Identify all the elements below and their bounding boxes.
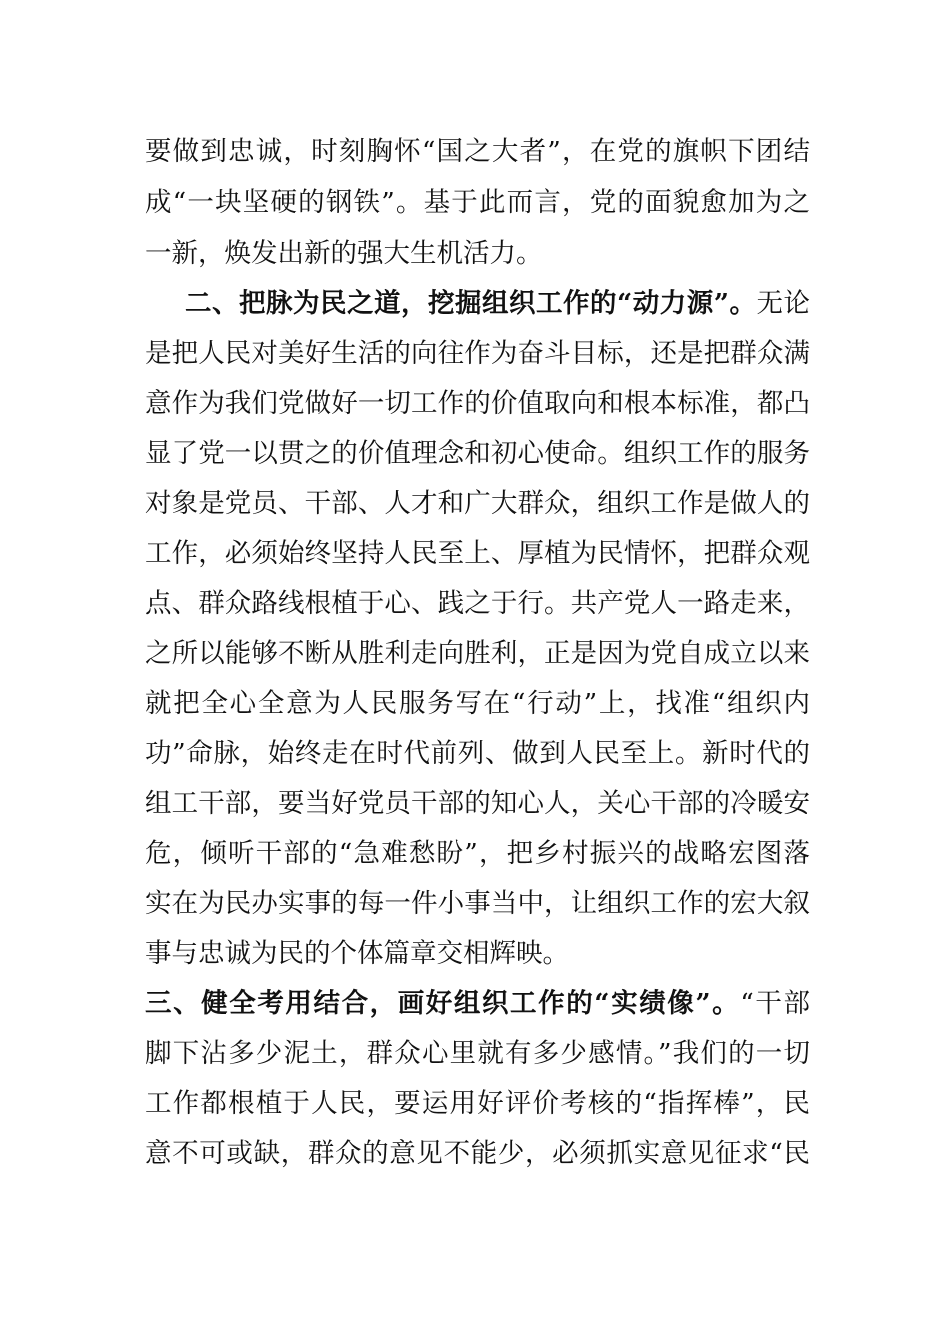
paragraph-text: “干部	[740, 988, 810, 1019]
paragraph-line: 实在为民办实事的每一件小事当中，让组织工作的宏大叙	[145, 888, 810, 919]
paragraph-line: 要做到忠诚，时刻胸怀“国之大者”，在党的旗帜下团结	[145, 136, 810, 167]
paragraph-text: 无论	[756, 288, 810, 319]
paragraph-line: 就把全心全意为人民服务写在“行动”上，找准“组织内	[145, 688, 810, 719]
paragraph-line: 意作为我们党做好一切工作的价值取向和根本标准，都凸	[145, 388, 810, 419]
section-heading-line	[145, 279, 810, 329]
paragraph-line: 组工干部，要当好党员干部的知心人，关心干部的冷暖安	[145, 788, 810, 819]
paragraph-line: 对象是党员、干部、人才和广大群众，组织工作是做人的	[145, 488, 810, 519]
paragraph-line: 意不可或缺，群众的意见不能少，必须抓实意见征求“民	[145, 1138, 810, 1169]
section-heading: 三、健全考用结合，画好组织工作的“实绩像”。	[145, 988, 741, 1019]
paragraph-line: 一新，焕发出新的强大生机活力。	[145, 238, 543, 269]
paragraph-line: 脚下沾多少泥土，群众心里就有多少感情。”我们的一切	[145, 1038, 810, 1069]
paragraph-line: 显了党一以贯之的价值理念和初心使命。组织工作的服务	[145, 438, 810, 469]
paragraph-line: 危，倾听干部的“急难愁盼”，把乡村振兴的战略宏图落	[145, 838, 810, 869]
paragraph-line: 成“一块坚硬的钢铁”。基于此而言，党的面貌愈加为之	[145, 187, 810, 218]
paragraph-line: 工作都根植于人民，要运用好评价考核的“指挥棒”，民	[145, 1088, 810, 1119]
section-heading-line	[145, 979, 810, 1029]
paragraph-line: 是把人民对美好生活的向往作为奋斗目标，还是把群众满	[145, 338, 810, 369]
paragraph-line: 功”命脉，始终走在时代前列、做到人民至上。新时代的	[145, 738, 810, 769]
paragraph-line: 点、群众路线根植于心、践之于行。共产党人一路走来，	[145, 588, 810, 619]
paragraph-line: 事与忠诚为民的个体篇章交相辉映。	[145, 938, 569, 969]
section-heading: 二、把脉为民之道，挖掘组织工作的“动力源”。	[185, 288, 757, 319]
paragraph-line: 工作，必须始终坚持人民至上、厚植为民情怀，把群众观	[145, 538, 810, 569]
paragraph-line: 之所以能够不断从胜利走向胜利，正是因为党自成立以来	[145, 638, 810, 669]
